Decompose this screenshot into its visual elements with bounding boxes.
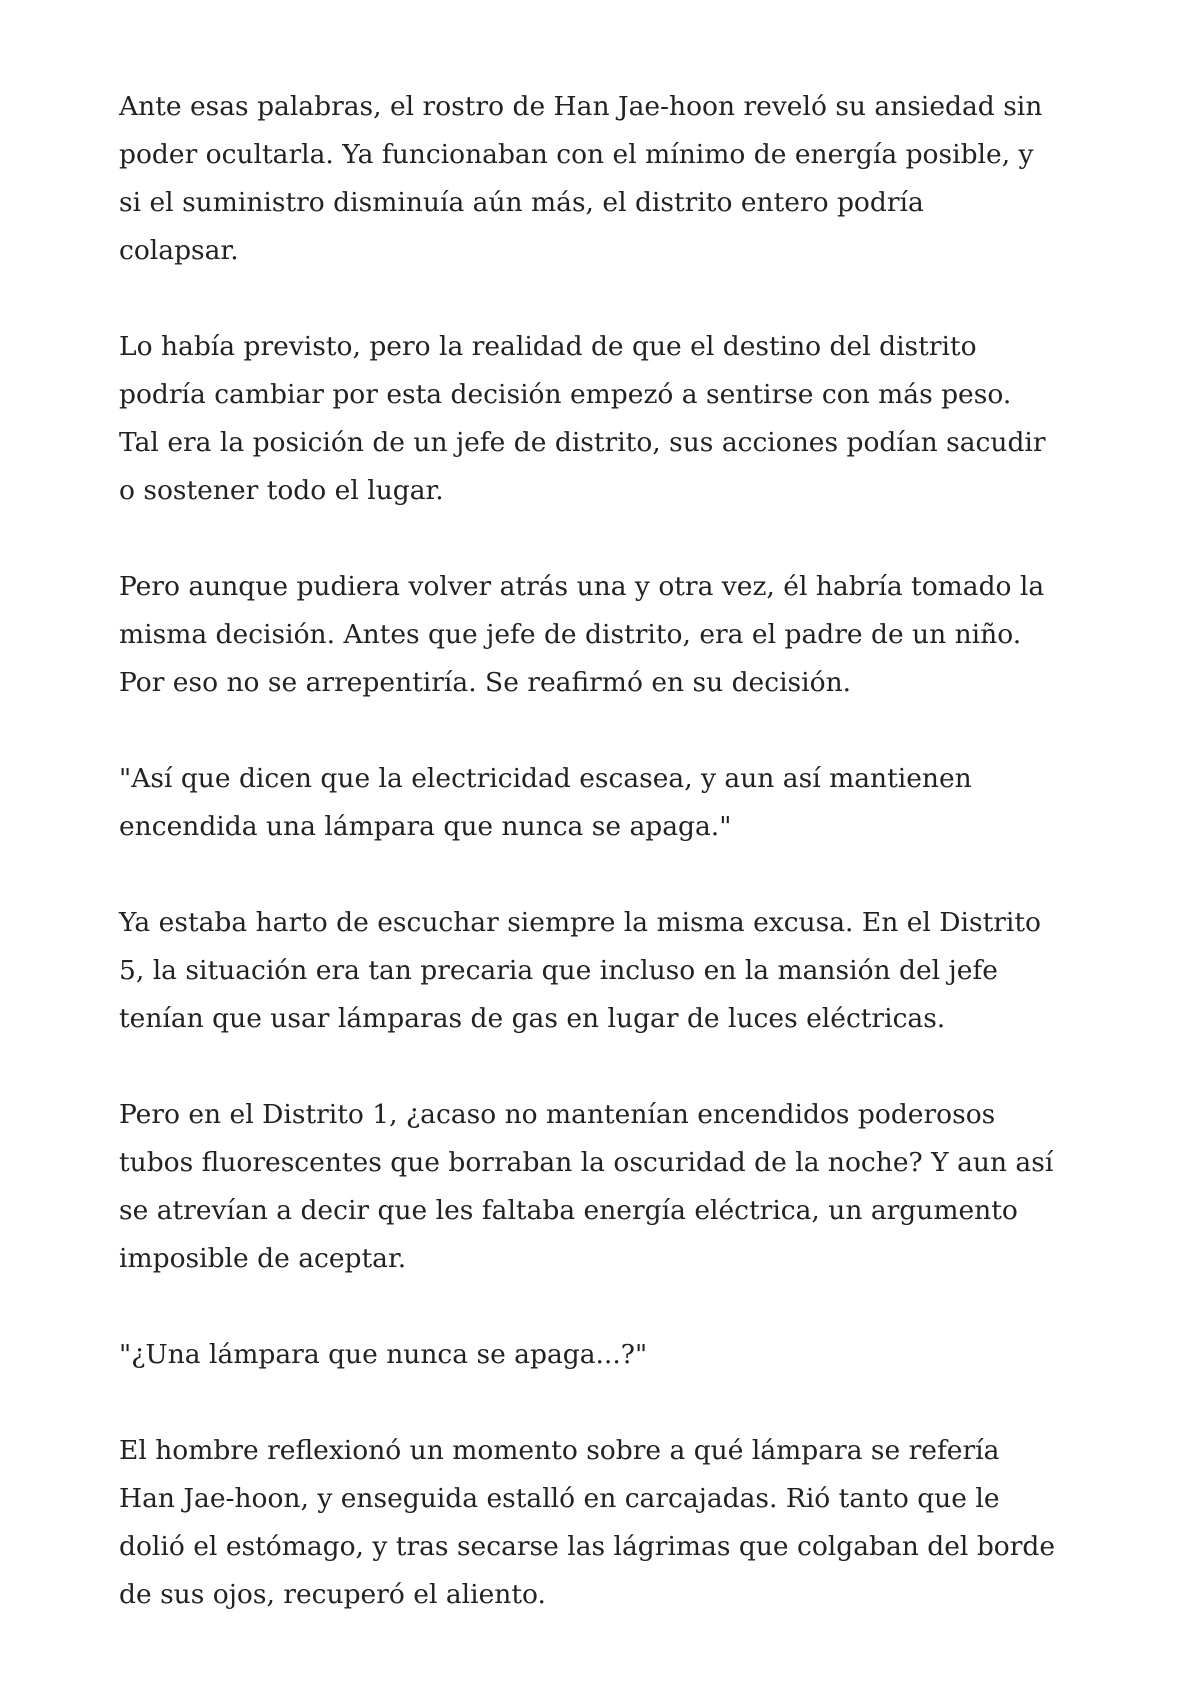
text-line: Ya estaba harto de escuchar siempre la misma excusa. En el Distrito [119,907,1041,938]
text-line: encendida una lámpara que nunca se apaga." [119,811,732,842]
text-line: dolió el estómago, y tras secarse las lágrimas que colgaban del borde [119,1531,1056,1562]
text-line: tubos fluorescentes que borraban la oscuridad de la noche? Y aun así [119,1147,1054,1178]
paragraph [119,755,1119,851]
text-line: Pero aunque pudiera volver atrás una y otra vez, él habría tomado la [119,571,1045,602]
text-line: misma decisión. Antes que jefe de distrito, era el padre de un niño. [119,619,1022,650]
text-line: imposible de aceptar. [119,1243,407,1274]
text-line: Han Jae-hoon, y enseguida estalló en carcajadas. Rió tanto que le [119,1483,1000,1514]
text-line: poder ocultarla. Ya funcionaban con el mínimo de energía posible, y [119,139,1034,170]
text-line: "¿Una lámpara que nunca se apaga...?" [119,1339,648,1370]
paragraph [119,899,1119,1043]
text-line: Lo había previsto, pero la realidad de que el destino del distrito [119,331,977,362]
paragraph [119,83,1119,275]
text-line: "Así que dicen que la electricidad escasea, y aun así mantienen [119,763,972,794]
text-line: se atrevían a decir que les faltaba energía eléctrica, un argumento [119,1195,1018,1226]
text-line: Ante esas palabras, el rostro de Han Jae-hoon reveló su ansiedad sin [119,91,1043,122]
text-line: 5, la situación era tan precaria que incluso en la mansión del jefe [119,955,998,986]
text-line: o sostener todo el lugar. [119,475,444,506]
text-line: Pero en el Distrito 1, ¿acaso no mantenían encendidos poderosos [119,1099,996,1130]
paragraph [119,1427,1119,1619]
text-line: de sus ojos, recuperó el aliento. [119,1579,546,1610]
text-line: si el suministro disminuía aún más, el distrito entero podría [119,187,924,218]
paragraph [119,1091,1119,1283]
text-line: podría cambiar por esta decisión empezó a sentirse con más peso. [119,379,1012,410]
paragraph [119,563,1119,707]
text-line: El hombre reflexionó un momento sobre a qué lámpara se refería [119,1435,1000,1466]
text-line: Por eso no se arrepentiría. Se reafirmó en su decisión. [119,667,852,698]
text-line: tenían que usar lámparas de gas en lugar de luces eléctricas. [119,1003,946,1034]
document-body [119,83,1119,1667]
text-line: Tal era la posición de un jefe de distrito, sus acciones podían sacudir [119,427,1046,458]
paragraph [119,1331,1119,1379]
text-line: colapsar. [119,235,239,266]
paragraph [119,323,1119,515]
